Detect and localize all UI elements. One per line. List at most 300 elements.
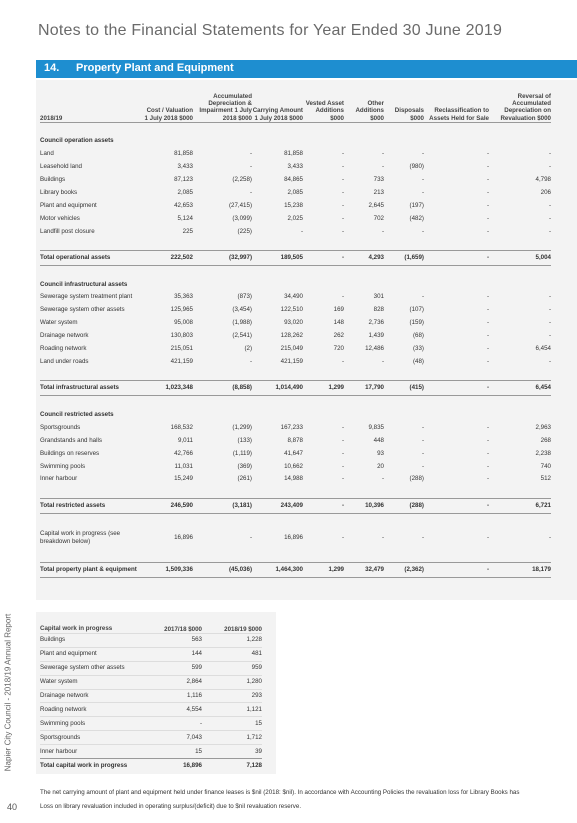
cell-value: (1,988) [232, 319, 252, 327]
cell-value: - [486, 475, 489, 483]
cell-value: (2,258) [232, 176, 252, 184]
cell-value: 8,878 [287, 436, 303, 444]
row-label: Roading network [40, 345, 87, 353]
cell-value: - [421, 533, 424, 541]
table-row [40, 330, 551, 343]
cell-value: - [486, 384, 489, 392]
cell-value: - [341, 423, 344, 431]
grand-total-row [40, 563, 551, 578]
cell-value: - [548, 306, 551, 314]
cell-value: 3,433 [177, 163, 193, 171]
cell-value: - [486, 150, 489, 158]
row-label: Sewerage system other assets [40, 661, 150, 675]
cell-value: - [381, 533, 384, 541]
cell-value: - [341, 227, 344, 235]
column-header: Carrying Amount 1 July 2018 $000 [252, 107, 303, 122]
group-heading-row [40, 135, 551, 148]
cell-value: 42,653 [174, 201, 193, 209]
group-heading: Council restricted assets [40, 410, 114, 418]
cell-value: 599 [150, 661, 202, 675]
cell-value: - [421, 436, 424, 444]
page-title: Notes to the Financial Statements for Year Ended 30 June 2019 [38, 22, 503, 39]
wip-row [40, 647, 262, 661]
row-label: Swimming pools [40, 462, 86, 470]
row-label: Landfill post closure [40, 227, 95, 235]
cell-value: - [548, 150, 551, 158]
cell-value: 213 [373, 188, 384, 196]
cell-value: - [421, 227, 424, 235]
cell-value: (1,119) [232, 449, 252, 457]
cell-value: - [548, 293, 551, 301]
cell-value: (8,858) [232, 384, 252, 392]
cell-value: - [300, 227, 303, 235]
cell-value: 41,647 [284, 449, 303, 457]
wip-row [40, 717, 262, 731]
row-label: Grandstands and halls [40, 436, 102, 444]
cell-value: (68) [412, 332, 424, 340]
total-rule [40, 577, 551, 578]
cell-value: - [486, 319, 489, 327]
cell-value: 2,736 [368, 319, 384, 327]
cell-value: 4,798 [535, 176, 551, 184]
cell-value: 128,262 [280, 332, 303, 340]
row-label: Library books [40, 188, 78, 196]
wip-title: Capital work in progress [40, 625, 113, 632]
row-label: Motor vehicles [40, 214, 80, 222]
cell-value: 301 [373, 293, 384, 301]
spacer [40, 238, 551, 251]
cell-value: - [548, 201, 551, 209]
cell-value: - [486, 201, 489, 209]
cell-value: - [381, 227, 384, 235]
column-header: Reversal of Accumulated Depreciation on Revaluation $000 [500, 93, 551, 122]
cell-value: - [486, 423, 489, 431]
cell-value: - [548, 227, 551, 235]
table-row [40, 186, 551, 199]
table-row [40, 343, 551, 356]
row-label: Land [40, 150, 54, 158]
wip-total-row [40, 759, 262, 773]
cell-value: 16,896 [174, 533, 193, 541]
cell-value: 448 [373, 436, 384, 444]
cell-value: (107) [409, 306, 424, 314]
cell-value: 93 [377, 449, 384, 457]
group-heading-row [40, 408, 551, 421]
total-row [40, 381, 551, 396]
cell-value: 12,486 [365, 345, 384, 353]
cell-value: 1,299 [328, 565, 344, 573]
wip-row [40, 675, 262, 689]
row-label: Sewerage system treatment plant [40, 293, 133, 301]
cell-value: 32,479 [365, 565, 384, 573]
cell-value: - [486, 254, 489, 262]
cell-value: - [486, 462, 489, 470]
cell-value: 215,049 [280, 345, 303, 353]
cell-value: - [341, 357, 344, 365]
spacer [40, 123, 551, 135]
row-label: Inner harbour [40, 745, 150, 759]
cell-value: - [381, 150, 384, 158]
cell-value: (3,454) [232, 306, 252, 314]
cell-value: 1,299 [328, 384, 344, 392]
row-label: Plant and equipment [40, 201, 97, 209]
row-label: Water system [40, 319, 78, 327]
cell-value: 215,051 [170, 345, 193, 353]
cell-value: (133) [237, 436, 252, 444]
cell-value: 206 [540, 188, 551, 196]
cell-value: - [486, 357, 489, 365]
cell-value: - [341, 176, 344, 184]
total-row [40, 251, 551, 266]
row-label: Swimming pools [40, 717, 150, 731]
spacer [40, 396, 551, 408]
cell-value: - [421, 188, 424, 196]
cell-value: 5,004 [535, 254, 551, 262]
cell-value: (1,659) [404, 254, 424, 262]
cell-value: 1,712 [202, 731, 262, 745]
cell-value: 959 [202, 661, 262, 675]
row-label: Total capital work in progress [40, 759, 150, 773]
cell-value: 6,454 [535, 384, 551, 392]
table-row [40, 161, 551, 174]
capital-wip-table [40, 625, 262, 772]
cell-value: 34,490 [284, 293, 303, 301]
cell-value: - [249, 357, 252, 365]
column-header: Accumulated Depreciation & Impairment 1 July 2018 $000 [199, 93, 252, 122]
cell-value: - [341, 150, 344, 158]
cell-value: (261) [237, 475, 252, 483]
cell-value: - [486, 188, 489, 196]
table-row [40, 212, 551, 225]
table-row [40, 148, 551, 161]
cell-value: 2,238 [535, 449, 551, 457]
cell-value: - [150, 717, 202, 731]
cell-value: (225) [237, 227, 252, 235]
wip-header-row [40, 625, 262, 634]
cell-value: 148 [333, 319, 344, 327]
table-row [40, 447, 551, 460]
cell-value: 740 [540, 462, 551, 470]
row-label: Total restricted assets [40, 501, 106, 509]
cell-value: 14,988 [284, 475, 303, 483]
section-number: 14. [44, 62, 60, 74]
capital-wip-row [40, 526, 551, 550]
cell-value: 243,409 [280, 501, 303, 509]
row-label: Sportsgrounds [40, 423, 81, 431]
note-line-1: The net carrying amount of plant and equipment held under finance leases is $nil (2018: $nil). In accordance with Accounting Policies the revaluation loss for Library Books has [40, 789, 520, 796]
cell-value: 20 [377, 462, 384, 470]
cell-value: - [341, 201, 344, 209]
cell-value: 15,238 [284, 201, 303, 209]
cell-value: 2,085 [177, 188, 193, 196]
cell-value: 10,396 [365, 501, 384, 509]
row-label: Total infrastructural assets [40, 384, 119, 392]
cell-value: - [381, 475, 384, 483]
cell-value: (27,415) [228, 201, 252, 209]
cell-value: - [548, 332, 551, 340]
cell-value: - [486, 449, 489, 457]
cell-value: 9,011 [177, 436, 193, 444]
cell-value: 15 [150, 745, 202, 759]
cell-value: - [341, 254, 344, 262]
cell-value: 2,963 [535, 423, 551, 431]
cell-value: (980) [409, 163, 424, 171]
cell-value: (415) [409, 384, 424, 392]
cell-value: - [486, 501, 489, 509]
section-title: Property Plant and Equipment [76, 62, 234, 74]
cell-value: 563 [150, 634, 202, 648]
cell-value: - [421, 423, 424, 431]
cell-value: - [486, 214, 489, 222]
wip-row [40, 661, 262, 675]
row-label: Drainage network [40, 332, 89, 340]
page-number: 40 [7, 802, 18, 812]
cell-value: - [486, 227, 489, 235]
cell-value: (48) [412, 357, 424, 365]
cell-value: - [548, 533, 551, 541]
wip-column-header: 2017/18 $000 [164, 625, 202, 633]
cell-value: 3,433 [287, 163, 303, 171]
column-header: Cost / Valuation 1 July 2018 $000 [144, 107, 193, 122]
cell-value: - [341, 533, 344, 541]
cell-value: 2,864 [150, 675, 202, 689]
cell-value: - [249, 188, 252, 196]
cell-value: - [341, 462, 344, 470]
cell-value: - [421, 449, 424, 457]
table-row [40, 225, 551, 238]
cell-value: 81,858 [174, 150, 193, 158]
cell-value: 125,965 [170, 306, 193, 314]
cell-value: - [341, 436, 344, 444]
cell-value: 421,159 [280, 357, 303, 365]
cell-value: 81,858 [284, 150, 303, 158]
cell-value: 1,116 [150, 689, 202, 703]
cell-value: - [548, 319, 551, 327]
cell-value: 1,439 [368, 332, 384, 340]
cell-value: - [421, 462, 424, 470]
cell-value: 268 [540, 436, 551, 444]
cell-value: 169 [333, 306, 344, 314]
cell-value: 84,865 [284, 176, 303, 184]
row-label: Sportsgrounds [40, 731, 150, 745]
cell-value: (197) [409, 201, 424, 209]
table-row [40, 356, 551, 369]
cell-value: - [381, 163, 384, 171]
cell-value: - [249, 533, 252, 541]
spacer [40, 266, 551, 278]
total-row [40, 499, 551, 514]
cell-value: - [486, 533, 489, 541]
cell-value: 130,803 [170, 332, 193, 340]
table-row [40, 304, 551, 317]
cell-value: (32,997) [228, 254, 252, 262]
cell-value: 2,025 [287, 214, 303, 222]
cell-value: - [381, 357, 384, 365]
cell-value: 2,645 [368, 201, 384, 209]
row-label: Buildings [40, 634, 150, 648]
row-label: Drainage network [40, 689, 150, 703]
cell-value: - [486, 176, 489, 184]
cell-value: 222,502 [170, 254, 193, 262]
row-label: Total property plant & equipment [40, 565, 137, 573]
wip-row [40, 731, 262, 745]
group-heading: Council operation assets [40, 137, 114, 145]
cell-value: 17,790 [365, 384, 384, 392]
row-label: Buildings on reserves [40, 449, 100, 457]
cell-value: - [341, 214, 344, 222]
cell-value: 11,031 [174, 462, 193, 470]
cell-value: (1,299) [232, 423, 252, 431]
cell-value: 122,510 [280, 306, 303, 314]
row-label: Plant and equipment [40, 647, 150, 661]
spacer [40, 368, 551, 381]
group-heading-row [40, 278, 551, 291]
cell-value: 168,532 [170, 423, 193, 431]
table-header-row [40, 93, 551, 122]
cell-value: (45,036) [228, 565, 252, 573]
report-name: Napier City Council - 2018/19 Annual Report [3, 613, 13, 772]
cell-value: 4,554 [150, 703, 202, 717]
wip-row [40, 634, 262, 648]
cell-value: 16,896 [150, 759, 202, 773]
table-row [40, 291, 551, 304]
wip-row [40, 745, 262, 759]
column-header: Disposals $000 [394, 107, 424, 122]
cell-value: 1,509,336 [165, 565, 193, 573]
group-heading: Council infrastructural assets [40, 280, 128, 288]
cell-value: 2,085 [287, 188, 303, 196]
cell-value: 1,014,490 [275, 384, 303, 392]
cell-value: - [341, 293, 344, 301]
cell-value: 189,505 [280, 254, 303, 262]
cell-value: - [421, 293, 424, 301]
cell-value: 702 [373, 214, 384, 222]
cell-value: 262 [333, 332, 344, 340]
table-row [40, 473, 551, 486]
cell-value: (3,099) [232, 214, 252, 222]
cell-value: - [341, 188, 344, 196]
row-label: Total operational assets [40, 254, 111, 262]
cell-value: 481 [202, 647, 262, 661]
table-row [40, 434, 551, 447]
cell-value: - [341, 475, 344, 483]
cell-value: 87,123 [174, 176, 193, 184]
cell-value: (3,181) [232, 501, 252, 509]
table-row [40, 460, 551, 473]
cell-value: (288) [409, 501, 424, 509]
cell-value: 1,464,300 [275, 565, 303, 573]
cell-value: - [249, 150, 252, 158]
table-row [40, 421, 551, 434]
cell-value: 16,896 [284, 533, 303, 541]
year-label: 2018/19 [40, 114, 63, 122]
table-row [40, 317, 551, 330]
wip-row [40, 703, 262, 717]
row-label: Sewerage system other assets [40, 306, 125, 314]
cell-value: - [341, 449, 344, 457]
row-label: Inner harbour [40, 475, 78, 483]
cell-value: - [548, 357, 551, 365]
column-header: Other Additions $000 [355, 100, 384, 122]
cell-value: (482) [409, 214, 424, 222]
wip-row [40, 689, 262, 703]
cell-value: 42,766 [174, 449, 193, 457]
table-row [40, 199, 551, 212]
cell-value: - [548, 163, 551, 171]
row-label: Water system [40, 675, 150, 689]
row-label: Roading network [40, 703, 150, 717]
cell-value: (2) [244, 345, 252, 353]
column-header: Reclassification to Assets Held for Sale [429, 107, 489, 122]
cell-value: - [486, 163, 489, 171]
cell-value: 6,721 [535, 501, 551, 509]
cell-value: - [548, 214, 551, 222]
row-label: Buildings [40, 176, 66, 184]
cell-value: 18,179 [532, 565, 551, 573]
cell-value: 39 [202, 745, 262, 759]
cell-value: 5,124 [177, 214, 193, 222]
cell-value: - [341, 501, 344, 509]
cell-value: 1,280 [202, 675, 262, 689]
cell-value: (33) [412, 345, 424, 353]
wip-column-header: 2018/19 $000 [224, 625, 262, 633]
cell-value: 421,159 [170, 357, 193, 365]
cell-value: - [486, 306, 489, 314]
cell-value: 1,121 [202, 703, 262, 717]
cell-value: - [249, 163, 252, 171]
cell-value: 1,228 [202, 634, 262, 648]
cell-value: (873) [237, 293, 252, 301]
cell-value: 144 [150, 647, 202, 661]
cell-value: 246,590 [170, 501, 193, 509]
cell-value: 1,023,348 [165, 384, 193, 392]
side-label [0, 600, 16, 790]
section-header-bar [36, 60, 577, 78]
column-header: Vested Asset Additions $000 [305, 100, 344, 122]
cell-value: - [486, 345, 489, 353]
cell-value: 9,835 [368, 423, 384, 431]
cell-value: - [486, 332, 489, 340]
cell-value: 10,662 [284, 462, 303, 470]
cell-value: 15,249 [174, 475, 193, 483]
cell-value: (369) [237, 462, 252, 470]
cell-value: - [421, 150, 424, 158]
cell-value: 95,008 [174, 319, 193, 327]
spacer [40, 550, 551, 563]
note-line-2: Loss on library revaluation included in operating surplus/(deficit) due to $nil revaluation reserve. [40, 803, 302, 810]
cell-value: 293 [202, 689, 262, 703]
spacer [40, 486, 551, 499]
cell-value: (2,362) [404, 565, 424, 573]
cell-value: 720 [333, 345, 344, 353]
cell-value: 828 [373, 306, 384, 314]
ppe-table [40, 93, 551, 578]
cell-value: 15 [202, 717, 262, 731]
row-label: Land under roads [40, 357, 89, 365]
cell-value: - [341, 163, 344, 171]
cell-value: - [486, 436, 489, 444]
cell-value: 6,454 [535, 345, 551, 353]
spacer [40, 514, 551, 526]
cell-value: - [486, 293, 489, 301]
cell-value: (159) [409, 319, 424, 327]
cell-value: 7,043 [150, 731, 202, 745]
cell-value: - [421, 176, 424, 184]
cell-value: 4,293 [368, 254, 384, 262]
cell-value: 225 [182, 227, 193, 235]
cell-value: (2,541) [232, 332, 252, 340]
cell-value: 93,020 [284, 319, 303, 327]
